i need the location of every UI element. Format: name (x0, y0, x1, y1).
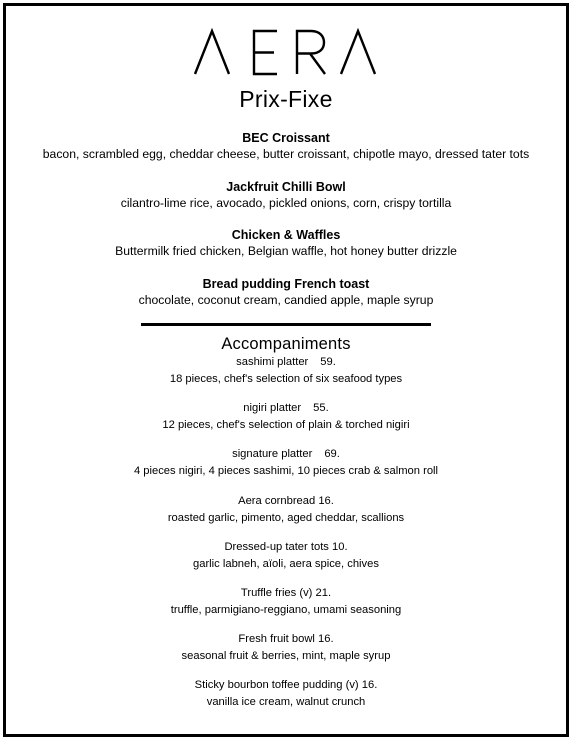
list-item (6, 677, 566, 723)
menu-page (3, 3, 569, 737)
item-description: roasted garlic, pimento, aged cheddar, scallions (167, 511, 405, 524)
item-name: Sticky bourbon toffee pudding (v) 16. (194, 679, 378, 692)
accompaniments-title: Accompaniments (221, 335, 351, 353)
item-name-line (6, 400, 566, 417)
list-item (6, 493, 566, 539)
dish-item (6, 179, 566, 228)
item-description: 4 pieces nigiri, 4 pieces sashimi, 10 pieces crab & salmon roll (133, 465, 439, 478)
list-item (6, 539, 566, 585)
list-item (6, 400, 566, 446)
item-description: seasonal fruit & berries, mint, maple syrup (181, 650, 391, 663)
item-name: signature platter (232, 448, 313, 461)
dish-name: Bread pudding French toast (202, 276, 370, 291)
item-name: Dressed-up tater tots 10. (224, 540, 348, 553)
dish-description: bacon, scrambled egg, cheddar cheese, butter croissant, chipotle mayo, dressed tater tots (42, 147, 530, 161)
item-description: 12 pieces, chef's selection of plain & torched nigiri (162, 419, 410, 432)
aera-logo (6, 28, 566, 78)
item-name: Aera cornbread 16. (238, 494, 334, 507)
list-item (6, 446, 566, 492)
item-name: Fresh fruit bowl 16. (238, 633, 334, 646)
item-description: 18 pieces, chef's selection of six seafood types (169, 373, 403, 385)
menu-title: Prix-Fixe (239, 86, 333, 112)
logo-letter-r (297, 31, 325, 74)
dish-item (6, 276, 566, 325)
dish-name: Chicken & Waffles (231, 228, 341, 243)
dish-name: BEC Croissant (242, 131, 330, 145)
item-description: truffle, parmigiano-reggiano, umami seasoning (170, 603, 402, 616)
item-price: 55. (313, 402, 329, 415)
list-item (6, 631, 566, 677)
item-price: 69. (324, 448, 340, 461)
item-name: sashimi platter (236, 356, 309, 368)
list-item (6, 354, 566, 400)
item-description: garlic labneh, aïoli, aera spice, chives (193, 557, 379, 570)
list-item (6, 585, 566, 631)
dish-description: chocolate, coconut cream, candied apple, maple syrup (138, 292, 434, 307)
dish-description: Buttermilk fried chicken, Belgian waffle, hot honey butter drizzle (115, 244, 457, 259)
item-description: vanilla ice cream, walnut crunch (206, 696, 366, 709)
dish-item (6, 227, 566, 276)
item-name: Truffle fries (v) 21. (240, 586, 332, 599)
prix-fixe-dishes (6, 130, 566, 324)
item-name: nigiri platter (243, 402, 302, 415)
section-divider (141, 323, 431, 326)
item-name-line (6, 446, 566, 463)
item-price: 59. (320, 356, 336, 368)
accompaniments-list (6, 354, 566, 724)
dish-description: cilantro-lime rice, avocado, pickled onions, corn, crispy tortilla (120, 195, 452, 210)
aera-wordmark (193, 28, 379, 76)
item-name-line (6, 354, 566, 371)
dish-name: Jackfruit Chilli Bowl (226, 179, 346, 194)
logo-letter-a (195, 31, 229, 74)
logo-letter-a-2 (341, 31, 375, 74)
dish-item (6, 130, 566, 179)
